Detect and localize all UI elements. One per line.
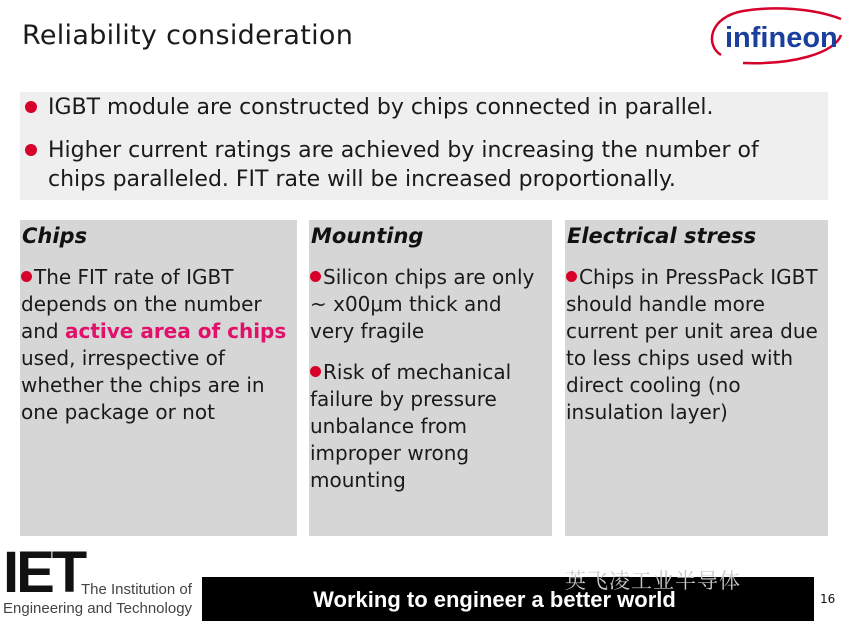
bullet-icon <box>310 271 321 282</box>
bullet-icon <box>25 144 37 156</box>
watermark: 英飞凌工业半导体 <box>565 569 741 593</box>
column-body: The FIT rate of IGBT depends on the number and active area of chips used, irrespective of whether the chips are in one package or not <box>21 265 287 424</box>
infineon-logo <box>703 5 843 67</box>
column-chips <box>20 220 297 536</box>
column-title: Electrical stress <box>567 224 757 248</box>
bullet-icon <box>25 101 37 113</box>
bullet-icon <box>566 271 577 282</box>
slide-title: Reliability consideration <box>22 20 354 51</box>
column-title: Mounting <box>311 224 424 248</box>
column-mounting <box>309 220 552 536</box>
column-electrical-stress <box>565 220 828 536</box>
bullet-icon <box>21 271 32 282</box>
iet-wordmark: IET <box>3 540 85 605</box>
page-number: 16 <box>820 592 836 606</box>
logo-text: infineon <box>725 22 838 54</box>
bullet-icon <box>310 366 321 377</box>
column-title: Chips <box>22 224 88 248</box>
intro-box: IGBT module are constructed by chips connected in parallel. Higher current ratings are achieved by increasing the number of chips paralleled. FIT rate will be increased proportionally. <box>20 92 828 200</box>
iet-logo: IET The Institution of Engineering and Technology <box>3 540 193 617</box>
column-body: Chips in PressPack IGBT should handle more current per unit area due to less chips used with direct cooling (no insulation layer) <box>566 265 818 424</box>
highlight-text: active area of chips <box>64 319 287 343</box>
footer-banner: Working to engineer a better world <box>202 577 814 621</box>
column-body: Silicon chips are only ~ x00μm thick and very fragile Risk of mechanical failure by pressure unbalance from improper wrong mounting <box>310 265 535 492</box>
